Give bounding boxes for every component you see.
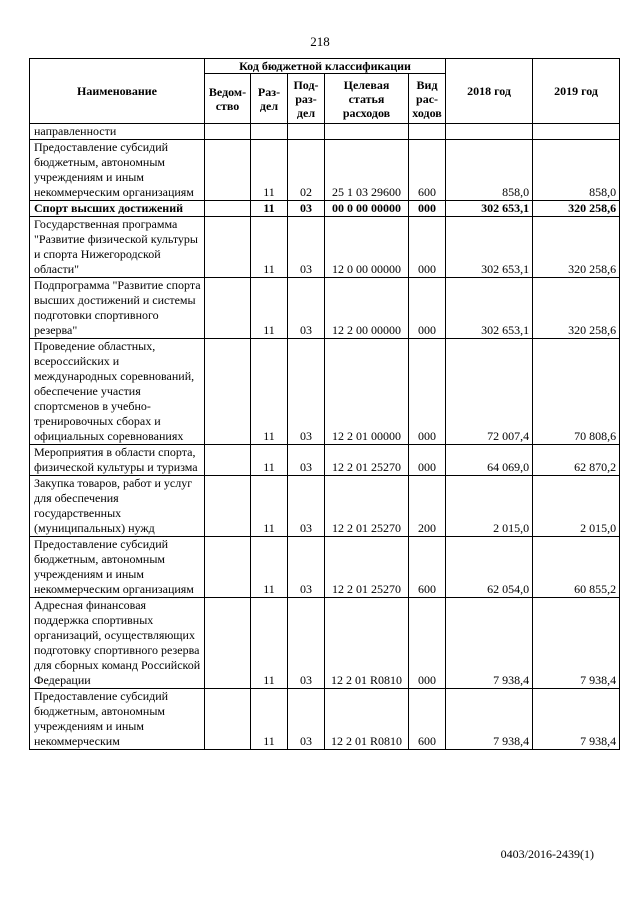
row-vedomstvo <box>205 689 251 750</box>
row-podrazdel: 03 <box>288 339 325 445</box>
row-target-article: 12 2 01 25270 <box>325 537 409 598</box>
row-name: Мероприятия в области спорта, физической культуры и туризма <box>30 445 205 476</box>
table-row <box>30 689 620 750</box>
budget-table <box>29 58 620 750</box>
row-target-article <box>325 124 409 140</box>
row-amount-2018: 2 015,0 <box>446 476 533 537</box>
row-target-article: 12 2 01 25270 <box>325 445 409 476</box>
row-vedomstvo <box>205 598 251 689</box>
table-row <box>30 278 620 339</box>
row-razdel: 11 <box>251 140 288 201</box>
row-razdel: 11 <box>251 689 288 750</box>
row-podrazdel: 03 <box>288 537 325 598</box>
row-podrazdel: 03 <box>288 201 325 217</box>
table-row <box>30 339 620 445</box>
row-expense-type <box>409 124 446 140</box>
row-target-article: 12 0 00 00000 <box>325 217 409 278</box>
row-razdel: 11 <box>251 537 288 598</box>
row-podrazdel: 03 <box>288 445 325 476</box>
row-podrazdel: 03 <box>288 217 325 278</box>
row-name: направленности <box>30 124 205 140</box>
table-row <box>30 598 620 689</box>
row-vedomstvo <box>205 217 251 278</box>
row-target-article: 25 1 03 29600 <box>325 140 409 201</box>
row-razdel: 11 <box>251 201 288 217</box>
row-amount-2018: 62 054,0 <box>446 537 533 598</box>
row-name: Предоставление субсидий бюджетным, автономным учреждениям и иным некоммерческим <box>30 689 205 750</box>
page-number: 218 <box>310 34 330 49</box>
row-vedomstvo <box>205 278 251 339</box>
row-amount-2019: 320 258,6 <box>533 217 620 278</box>
row-expense-type: 600 <box>409 537 446 598</box>
row-name: Адресная финансовая поддержка спортивных организаций, осуществляющих подготовку спортивного резерва для сборных команд Российской Федерации <box>30 598 205 689</box>
row-target-article: 12 2 01 00000 <box>325 339 409 445</box>
row-vedomstvo <box>205 476 251 537</box>
row-vedomstvo <box>205 201 251 217</box>
header-classification: Код бюджетной классификации <box>205 59 446 74</box>
row-target-article: 12 2 01 R0810 <box>325 598 409 689</box>
row-expense-type: 000 <box>409 598 446 689</box>
row-vedomstvo <box>205 537 251 598</box>
header-razdel: Раз- дел <box>251 74 288 124</box>
row-name: Подпрограмма "Развитие спорта высших достижений и системы подготовки спортивного резерва" <box>30 278 205 339</box>
row-amount-2019: 320 258,6 <box>533 278 620 339</box>
row-amount-2019: 7 938,4 <box>533 598 620 689</box>
row-vedomstvo <box>205 140 251 201</box>
table-row <box>30 537 620 598</box>
row-razdel: 11 <box>251 476 288 537</box>
row-amount-2019: 858,0 <box>533 140 620 201</box>
row-razdel: 11 <box>251 598 288 689</box>
row-podrazdel <box>288 124 325 140</box>
table-row <box>30 217 620 278</box>
row-expense-type: 000 <box>409 339 446 445</box>
row-expense-type: 000 <box>409 445 446 476</box>
row-amount-2019 <box>533 124 620 140</box>
row-amount-2018: 302 653,1 <box>446 278 533 339</box>
row-podrazdel: 03 <box>288 598 325 689</box>
header-expense-type: Вид рас- ходов <box>409 74 446 124</box>
row-expense-type: 000 <box>409 201 446 217</box>
row-amount-2019: 320 258,6 <box>533 201 620 217</box>
row-name: Предоставление субсидий бюджетным, автономным учреждениям и иным некоммерческим организациям <box>30 140 205 201</box>
header-target-article: Целевая статья расходов <box>325 74 409 124</box>
row-amount-2018: 72 007,4 <box>446 339 533 445</box>
row-amount-2019: 70 808,6 <box>533 339 620 445</box>
row-podrazdel: 03 <box>288 278 325 339</box>
row-amount-2018: 302 653,1 <box>446 201 533 217</box>
row-amount-2018: 858,0 <box>446 140 533 201</box>
row-amount-2019: 7 938,4 <box>533 689 620 750</box>
row-target-article: 12 2 01 25270 <box>325 476 409 537</box>
row-name: Государственная программа "Развитие физической культуры и спорта Нижегородской области" <box>30 217 205 278</box>
row-target-article: 00 0 00 00000 <box>325 201 409 217</box>
row-name: Спорт высших достижений <box>30 201 205 217</box>
row-razdel <box>251 124 288 140</box>
row-amount-2019: 2 015,0 <box>533 476 620 537</box>
row-name: Закупка товаров, работ и услуг для обеспечения государственных (муниципальных) нужд <box>30 476 205 537</box>
row-amount-2018 <box>446 124 533 140</box>
row-expense-type: 200 <box>409 476 446 537</box>
row-podrazdel: 02 <box>288 140 325 201</box>
row-amount-2018: 7 938,4 <box>446 689 533 750</box>
row-amount-2018: 7 938,4 <box>446 598 533 689</box>
header-2018: 2018 год <box>446 59 533 124</box>
row-name: Предоставление субсидий бюджетным, автономным учреждениям и иным некоммерческим организациям <box>30 537 205 598</box>
row-amount-2018: 302 653,1 <box>446 217 533 278</box>
row-target-article: 12 2 01 R0810 <box>325 689 409 750</box>
table-row <box>30 140 620 201</box>
row-podrazdel: 03 <box>288 476 325 537</box>
row-vedomstvo <box>205 339 251 445</box>
row-razdel: 11 <box>251 339 288 445</box>
document-code: 0403/2016-2439(1) <box>500 847 594 861</box>
row-expense-type: 000 <box>409 217 446 278</box>
row-podrazdel: 03 <box>288 689 325 750</box>
row-razdel: 11 <box>251 445 288 476</box>
row-expense-type: 000 <box>409 278 446 339</box>
row-name: Проведение областных, всероссийских и международных соревнований, обеспечение участия спортсменов в учебно-тренировочных сборах и официальных соревнованиях <box>30 339 205 445</box>
row-amount-2019: 60 855,2 <box>533 537 620 598</box>
row-amount-2019: 62 870,2 <box>533 445 620 476</box>
row-expense-type: 600 <box>409 689 446 750</box>
row-vedomstvo <box>205 124 251 140</box>
header-name: Наименование <box>30 59 205 124</box>
row-target-article: 12 2 00 00000 <box>325 278 409 339</box>
row-amount-2018: 64 069,0 <box>446 445 533 476</box>
table-row <box>30 201 620 217</box>
row-razdel: 11 <box>251 217 288 278</box>
header-vedomstvo: Ведом- ство <box>205 74 251 124</box>
table-row <box>30 445 620 476</box>
row-expense-type: 600 <box>409 140 446 201</box>
table-row <box>30 476 620 537</box>
table-row <box>30 124 620 140</box>
header-podrazdel: Под- раз- дел <box>288 74 325 124</box>
row-razdel: 11 <box>251 278 288 339</box>
row-vedomstvo <box>205 445 251 476</box>
header-2019: 2019 год <box>533 59 620 124</box>
